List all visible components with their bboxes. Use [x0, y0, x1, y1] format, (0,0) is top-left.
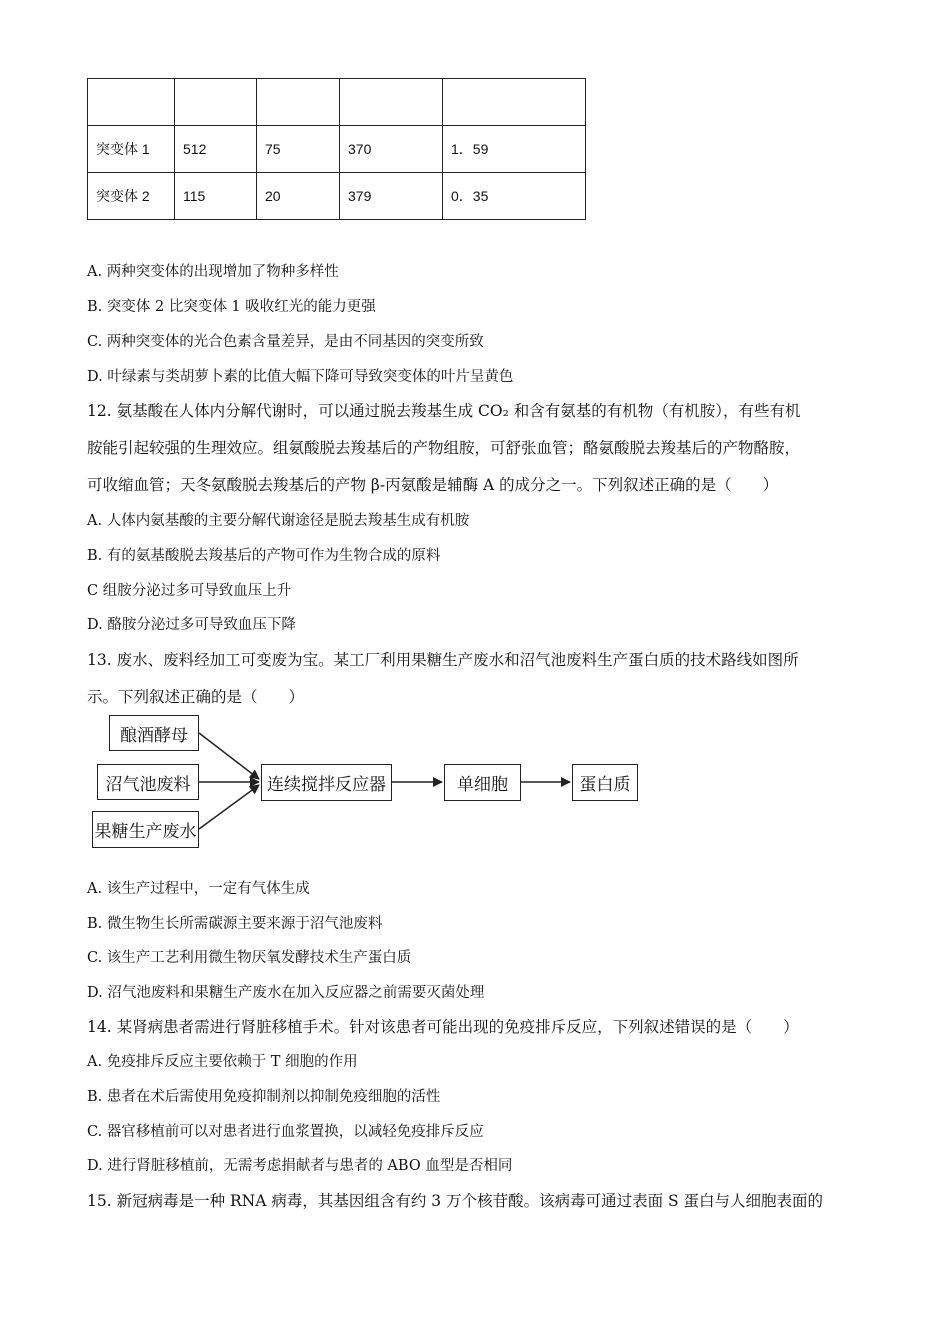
q13-stem-line: 13. 废水、废料经加工可变废为宝。某工厂利用果糖生产废水和沼气池废料生产蛋白质的技术路线如图所 — [87, 651, 799, 669]
table-cell: 0．35 — [443, 173, 586, 220]
q13-option-b: B. 微生物生长所需碳源主要来源于沼气池废料 — [87, 916, 383, 932]
table-cell: 379 — [340, 173, 443, 220]
q15-stem: 15. 新冠病毒是一种 RNA 病毒，其基因组含有约 3 万个核苷酸。该病毒可通过表面 S 蛋白与人细胞表面的 — [87, 1192, 824, 1210]
q11-option-d: D. 叶绿素与类胡萝卜素的比值大幅下降可导致突变体的叶片呈黄色 — [87, 369, 514, 385]
q14-option-a: A. 免疫排斥反应主要依赖于 T 细胞的作用 — [87, 1054, 358, 1070]
q12-stem-line: 胺能引起较强的生理效应。组氨酸脱去羧基后的产物组胺，可舒张血管；酪氨酸脱去羧基后的产物酪胺， — [87, 439, 801, 457]
table-cell: 512 — [175, 126, 257, 173]
q14-stem: 14. 某肾病患者需进行肾脏移植手术。针对该患者可能出现的免疫排斥反应，下列叙述错误的是（ ） — [87, 1018, 799, 1036]
q14-option-b: B. 患者在术后需使用免疫抑制剂以抑制免疫细胞的活性 — [87, 1089, 441, 1105]
table-cell: 突变体 1 — [88, 126, 175, 173]
arrow-wastewater-to-reactor — [199, 785, 259, 829]
q12-stem-line: 可收缩血管；天冬氨酸脱去羧基后的产物 β-丙氨酸是辅酶 A 的成分之一。下列叙述正确的是（ ） — [87, 476, 779, 494]
table-cell: 115 — [175, 173, 257, 220]
table-cell: 370 — [340, 126, 443, 173]
q12-option-b: B. 有的氨基酸脱去羧基后的产物可作为生物合成的原料 — [87, 548, 441, 564]
table-cell: 突变体 2 — [88, 173, 175, 220]
q13-option-c: C. 该生产工艺利用微生物厌氧发酵技术生产蛋白质 — [87, 950, 412, 966]
single-cell-box: 单细胞 — [444, 764, 521, 801]
q13-option-d: D. 沼气池废料和果糖生产废水在加入反应器之前需要灭菌处理 — [87, 985, 485, 1001]
table-cell: 75 — [257, 126, 340, 173]
q12-option-c: C 组胺分泌过多可导致血压上升 — [87, 583, 292, 599]
q14-option-c: C. 器官移植前可以对患者进行血浆置换，以减轻免疫排斥反应 — [87, 1124, 484, 1140]
q12-option-d: D. 酪胺分泌过多可导致血压下降 — [87, 617, 296, 633]
yeast-box: 酿酒酵母 — [109, 715, 199, 751]
q12-stem-line: 12. 氨基酸在人体内分解代谢时，可以通过脱去羧基生成 CO₂ 和含有氨基的有机物（有机胺），有些有机 — [87, 402, 801, 420]
arrow-yeast-to-reactor — [199, 733, 259, 779]
q11-option-c: C. 两种突变体的光合色素含量差异，是由不同基因的突变所致 — [87, 334, 484, 350]
table-cell: 1．59 — [443, 126, 586, 173]
q12-option-a: A. 人体内氨基酸的主要分解代谢途径是脱去羧基生成有机胺 — [87, 513, 470, 529]
q11-option-a: A. 两种突变体的出现增加了物种多样性 — [87, 264, 339, 280]
q14-option-d: D. 进行肾脏移植前，无需考虑捐献者与患者的 ABO 血型是否相同 — [87, 1158, 513, 1174]
q13-stem-line: 示。下列叙述正确的是（ ） — [87, 688, 305, 706]
biogas-waste-box: 沼气池废料 — [97, 764, 199, 800]
fructose-wastewater-box: 果糖生产废水 — [92, 811, 199, 848]
q13-option-a: A. 该生产过程中，一定有气体生成 — [87, 881, 310, 897]
reactor-box: 连续搅拌反应器 — [261, 764, 392, 801]
table-cell: 20 — [257, 173, 340, 220]
protein-box: 蛋白质 — [572, 764, 638, 801]
q11-option-b: B. 突变体 2 比突变体 1 吸收红光的能力更强 — [87, 299, 376, 315]
